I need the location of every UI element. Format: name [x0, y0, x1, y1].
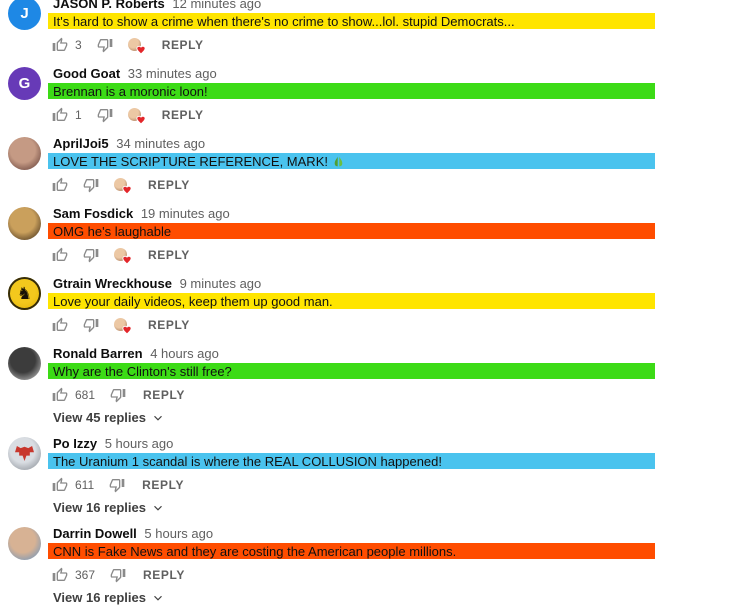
- comment-header: [48, 0, 736, 11]
- creator-heart: [114, 318, 131, 333]
- timestamp[interactable]: 5 hours ago: [144, 526, 214, 541]
- reply-button[interactable]: REPLY: [148, 318, 190, 332]
- comment-actions: [48, 107, 736, 123]
- thumb-down-icon: [97, 37, 113, 53]
- author-name[interactable]: AprilJoi5: [53, 136, 109, 151]
- comment-header: [48, 346, 736, 361]
- dislike-button[interactable]: [97, 107, 113, 123]
- like-button[interactable]: [52, 37, 68, 53]
- timestamp[interactable]: 4 hours ago: [150, 346, 219, 361]
- comment-text: CNN is Fake News and they are costing the American people millions.: [53, 543, 457, 559]
- avatar-initial: J: [20, 5, 29, 22]
- view-replies[interactable]: [48, 409, 736, 425]
- creator-heart: [114, 178, 131, 193]
- reply-button[interactable]: REPLY: [143, 568, 185, 582]
- comment-body: [48, 526, 736, 605]
- thumb-down-icon: [83, 177, 99, 193]
- comment-text: OMG he's laughable: [53, 223, 172, 239]
- comment-body: [48, 276, 736, 333]
- comment-body: [48, 346, 736, 425]
- like-button[interactable]: [52, 387, 68, 403]
- author-name[interactable]: JASON P. Roberts: [53, 0, 165, 11]
- comment-highlight: [48, 453, 655, 469]
- comment-header: [48, 526, 736, 541]
- comment-text: Love your daily videos, keep them up good man.: [53, 293, 333, 309]
- chevron-down-icon: [152, 592, 164, 604]
- comment: [8, 66, 736, 123]
- view-replies-label: View 16 replies: [53, 589, 146, 605]
- avatar[interactable]: [8, 347, 41, 380]
- folded-hands-emoji: [332, 155, 345, 168]
- like-count: 681: [75, 388, 96, 402]
- author-name[interactable]: Ronald Barren: [53, 346, 143, 361]
- thumb-up-icon: [52, 477, 68, 493]
- dislike-button[interactable]: [83, 317, 99, 333]
- heart-icon: [122, 255, 132, 265]
- comment-body: [48, 436, 736, 515]
- like-button[interactable]: [52, 567, 68, 583]
- comment-text: It's hard to show a crime when there's no crime to show...lol. stupid Democrats...: [53, 13, 515, 29]
- dislike-button[interactable]: [109, 477, 125, 493]
- timestamp[interactable]: 34 minutes ago: [116, 136, 206, 151]
- comment-actions: [48, 177, 736, 193]
- reply-button[interactable]: REPLY: [142, 478, 185, 492]
- dislike-button[interactable]: [83, 247, 99, 263]
- avatar[interactable]: [8, 527, 41, 560]
- reply-button[interactable]: REPLY: [161, 108, 204, 122]
- view-replies[interactable]: [48, 589, 736, 605]
- comment-actions: [48, 477, 736, 493]
- dislike-button[interactable]: [83, 177, 99, 193]
- comment-text: LOVE THE SCRIPTURE REFERENCE, MARK!: [53, 153, 328, 169]
- comment-header: [48, 66, 736, 81]
- thumb-down-icon: [97, 107, 113, 123]
- reply-button[interactable]: REPLY: [148, 248, 190, 262]
- avatar[interactable]: [8, 437, 41, 470]
- comment-header: [48, 206, 736, 221]
- comment: [8, 0, 736, 53]
- thumb-down-icon: [83, 247, 99, 263]
- heart-icon: [122, 185, 132, 195]
- comment-body: [48, 206, 736, 263]
- dislike-button[interactable]: [97, 37, 113, 53]
- author-name[interactable]: Darrin Dowell: [53, 526, 137, 541]
- comment-actions: [48, 567, 736, 583]
- like-count: 1: [75, 108, 82, 122]
- thumb-down-icon: [110, 567, 126, 583]
- comment-text: Brennan is a moronic loon!: [53, 83, 208, 99]
- autobot-mark: [15, 446, 34, 461]
- avatar[interactable]: [8, 207, 41, 240]
- avatar[interactable]: [8, 67, 41, 100]
- comment-highlight: [48, 543, 655, 559]
- comment-highlight: [48, 153, 655, 169]
- comment-body: [48, 0, 736, 53]
- reply-button[interactable]: REPLY: [148, 178, 190, 192]
- like-button[interactable]: [52, 247, 68, 263]
- avatar[interactable]: [8, 277, 41, 310]
- comment: [8, 436, 736, 515]
- comment-actions: [48, 317, 736, 333]
- comment: [8, 346, 736, 425]
- thumb-up-icon: [52, 317, 68, 333]
- thumb-down-icon: [110, 387, 126, 403]
- thumb-up-icon: [52, 247, 68, 263]
- thumb-up-icon: [52, 177, 68, 193]
- comment-highlight: [48, 83, 655, 99]
- comment-highlight: [48, 223, 655, 239]
- comment: [8, 276, 736, 333]
- timestamp[interactable]: 5 hours ago: [104, 436, 174, 451]
- comment-actions: [48, 387, 736, 403]
- view-replies-label: View 16 replies: [53, 499, 146, 515]
- comment-actions: [48, 247, 736, 263]
- heart-icon: [136, 45, 146, 55]
- author-name[interactable]: Good Goat: [53, 66, 121, 81]
- like-button[interactable]: [52, 177, 68, 193]
- creator-heart: [114, 248, 131, 263]
- heart-icon: [136, 115, 146, 125]
- comment-header: [48, 436, 736, 451]
- timestamp[interactable]: 12 minutes ago: [172, 0, 262, 11]
- like-count: 3: [75, 38, 82, 52]
- thumb-up-icon: [52, 567, 68, 583]
- thumb-down-icon: [83, 317, 99, 333]
- comment-body: [48, 66, 736, 123]
- comment-body: [48, 136, 736, 193]
- comment: [8, 136, 736, 193]
- comment-highlight: [48, 363, 655, 379]
- comment-highlight: [48, 293, 655, 309]
- like-button[interactable]: [52, 477, 68, 493]
- comment-highlight: [48, 13, 655, 29]
- thumb-down-icon: [109, 477, 125, 493]
- avatar[interactable]: [8, 137, 41, 170]
- reply-button[interactable]: REPLY: [161, 38, 204, 52]
- creator-heart: [128, 108, 145, 123]
- view-replies-label: View 45 replies: [53, 409, 146, 425]
- like-count: 611: [75, 478, 95, 492]
- timestamp[interactable]: 19 minutes ago: [140, 206, 230, 221]
- chevron-down-icon: [152, 412, 164, 424]
- heart-icon: [122, 325, 132, 335]
- creator-heart: [128, 38, 145, 53]
- comment-text: The Uranium 1 scandal is where the REAL COLLUSION happened!: [53, 453, 442, 469]
- author-name[interactable]: Po Izzy: [53, 436, 98, 451]
- comment: [8, 526, 736, 605]
- chevron-down-icon: [152, 502, 164, 514]
- comment: [8, 206, 736, 263]
- thumb-up-icon: [52, 107, 68, 123]
- comment-actions: [48, 37, 736, 53]
- timestamp[interactable]: 9 minutes ago: [179, 276, 262, 291]
- view-replies[interactable]: [48, 499, 736, 515]
- avatar-initial: G: [18, 75, 31, 92]
- author-name[interactable]: Sam Fosdick: [53, 206, 134, 221]
- like-count: 367: [75, 568, 96, 582]
- like-button[interactable]: [52, 317, 68, 333]
- thumb-up-icon: [52, 387, 68, 403]
- comment-text: Why are the Clinton's still free?: [53, 363, 232, 379]
- comment-header: [48, 136, 736, 151]
- timestamp[interactable]: 33 minutes ago: [127, 66, 217, 81]
- thumb-up-icon: [52, 37, 68, 53]
- like-button[interactable]: [52, 107, 68, 123]
- comment-header: [48, 276, 736, 291]
- avatar-glyph: ♞: [16, 284, 33, 303]
- reply-button[interactable]: REPLY: [143, 388, 185, 402]
- dislike-button[interactable]: [110, 567, 126, 583]
- avatar[interactable]: [8, 0, 41, 30]
- author-name[interactable]: Gtrain Wreckhouse: [53, 276, 172, 291]
- dislike-button[interactable]: [110, 387, 126, 403]
